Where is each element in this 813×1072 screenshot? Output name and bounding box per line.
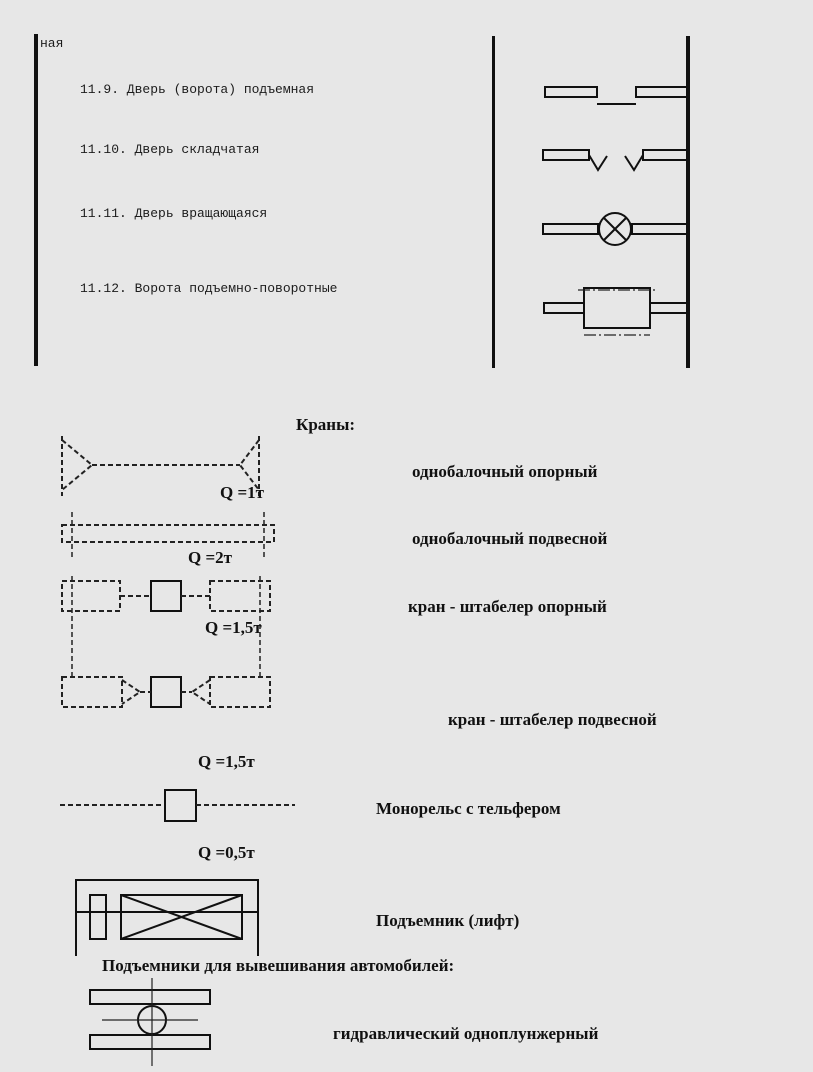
folding-door-icon bbox=[543, 150, 688, 170]
hydraulic-single-plunger-lift-icon bbox=[90, 978, 210, 1066]
crane-capacity-stacker-suspended: Q =1,5т bbox=[198, 752, 255, 771]
monorail-capacity: Q =0,5т bbox=[198, 843, 255, 862]
single-girder-suspended-crane-icon bbox=[62, 512, 274, 560]
stacker-crane-support-icon bbox=[62, 576, 270, 616]
crane-capacity-single-girder-support: Q =1т bbox=[220, 483, 265, 502]
monorail-label: Монорельс с тельфером bbox=[376, 799, 561, 818]
elevator-label: Подъемник (лифт) bbox=[376, 911, 520, 930]
lift-door-icon bbox=[545, 87, 688, 104]
table-row-label-11-12: 11.12. Ворота подъемно-поворотные bbox=[80, 281, 338, 296]
table-header-fragment: ная bbox=[40, 36, 64, 51]
crane-label-stacker-suspended: кран - штабелер подвесной bbox=[448, 710, 657, 729]
stacker-crane-suspended-icon bbox=[62, 677, 270, 707]
table-row-label-11-10: 11.10. Дверь складчатая bbox=[80, 142, 260, 157]
lift-swing-gate-icon bbox=[544, 288, 688, 335]
crane-label-single-girder-support: однобалочный опорный bbox=[412, 462, 598, 481]
car-lifts-heading: Подъемники для вывешивания автомобилей: bbox=[102, 956, 455, 975]
cranes-heading: Краны: bbox=[296, 415, 356, 434]
crane-capacity-single-girder-suspended: Q =2т bbox=[188, 548, 233, 567]
revolving-door-icon bbox=[543, 213, 688, 245]
table-row-label-11-9: 11.9. Дверь (ворота) подъемная bbox=[80, 82, 315, 97]
crane-label-single-girder-suspended: однобалочный подвесной bbox=[412, 529, 608, 548]
table-row-label-11-11: 11.11. Дверь вращающаяся bbox=[80, 206, 268, 221]
car-lift-label-hydraulic: гидравлический одноплунжерный bbox=[333, 1024, 599, 1043]
monorail-hoist-icon bbox=[60, 790, 295, 821]
crane-capacity-stacker-support: Q =1,5т bbox=[205, 618, 262, 637]
elevator-icon bbox=[76, 880, 258, 956]
crane-label-stacker-support: кран - штабелер опорный bbox=[408, 597, 607, 616]
